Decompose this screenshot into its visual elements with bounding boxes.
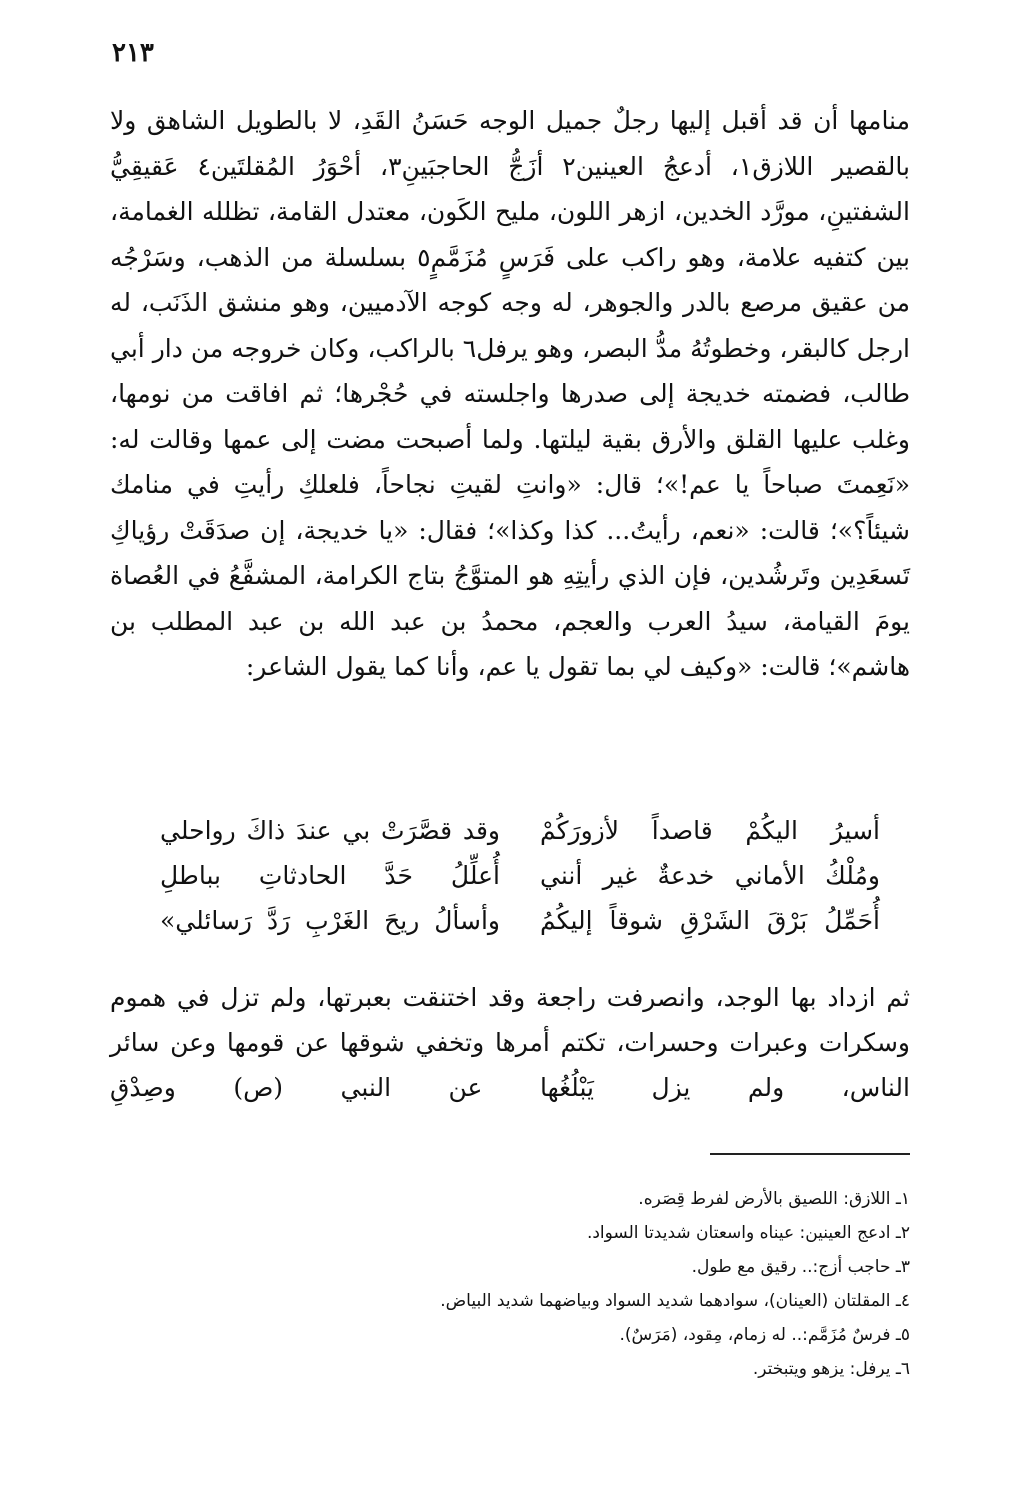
closing-paragraph <box>110 975 910 1110</box>
verse-second-hemistich: أُعلِّلُ حَدَّ الحادثاتِ بباطلِ <box>160 861 500 890</box>
footnote-item: ٦ـ يرفل: يزهو ويتبختر. <box>752 1359 910 1379</box>
footnote-item: ٤ـ المقلتان (العينان)، سوادهما شديد السواد وبياضهما شديد البياض. <box>440 1291 910 1311</box>
footnote-divider <box>710 1153 910 1155</box>
poem-verse <box>160 853 880 898</box>
verse-first-hemistich: ومُلْكُ الأماني خدعةٌ غير أنني <box>540 861 880 890</box>
footnote-item: ١ـ اللازق: اللصيق بالأرض لفرط قِصَره. <box>638 1189 910 1209</box>
poem-verse <box>160 808 880 853</box>
verse-first-hemistich: أسيرُ اليكُمْ قاصداً لأزورَكُمْ <box>540 816 880 845</box>
poem <box>160 808 880 943</box>
footnotes-list <box>300 1182 910 1386</box>
page-number: ٢١٣ <box>112 38 154 68</box>
main-paragraph <box>110 98 910 690</box>
verse-second-hemistich: وأسألُ ريحَ الغَرْبِ رَدَّ رَسائلي» <box>160 906 500 935</box>
footnote-item: ٣ـ حاجب أزج:.. رقيق مع طول. <box>691 1257 910 1277</box>
footnote-item: ٢ـ ادعج العينين: عيناه واسعتان شديدتا السواد. <box>586 1223 910 1243</box>
main-paragraph-text: منامها أن قد أقبل إليها رجلٌ جميل الوجه حَسَنُ القَدِ، لا بالطويل الشاهق ولا بالقصير اللازق١، أدعجُ العينين٢ أزَجُّ الحاجبَينِ٣، أحْوَرُ المُقلتَين٤ عَقيقِيُّ الشفتينِ، مورَّد الخدين، ازهر اللون، مليح الكَون، معتدل القامة، تظلله الغمامة، بين كتفيه علامة، وهو راكب على فَرَسٍ مُزَمَّمٍ٥ بسلسلة من الذهب، وسَرْجُه من عقيق مرصع بالدر والجوهر، له وجه كوجه الآدميين، وهو منشق الذَنَب، له ارجل كالبقر، وخطوتُهُ مدُّ البصر، وهو يرفل٦ بالراكب، وكان خروجه من دار أبي طالب، فضمته خديجة إلى صدرها واجلسته في حُجْرها؛ ثم افاقت من نومها، وغلب عليها القلق والأرق بقية ليلتها. ولما أصبحت مضت إلى عمها وقالت له: «نَعِمتَ صباحاً يا عم!»؛ قال: «وانتِ لقيتِ نجاحاً، فلعلكِ رأيتِ في منامك شيئاً؟»؛ قالت: «نعم، رأيتُ... كذا وكذا»؛ فقال: «يا خديجة، إن صدَقَتْ رؤياكِ تَسعَدِين وتَرشُدين، فإن الذي رأيتِهِ هو المتوَّجُ بتاج الكرامة، المشفَّعُ في العُصاة يومَ القيامة، سيدُ العرب والعجم، محمدُ بن عبد الله بن عبد المطلب بن هاشم»؛ قالت: «وكيف لي بما تقول يا عم، وأنا كما يقول الشاعر: <box>110 106 911 681</box>
footnote-item: ٥ـ فرسٌ مُزَمَّم:.. له زمام، مِقود، (مَرَسٌ). <box>619 1325 910 1345</box>
poem-verse <box>160 898 880 943</box>
verse-first-hemistich: أُحَمِّلُ بَرْقَ الشَرْقِ شوقاً إليكُمُ <box>540 906 880 935</box>
closing-paragraph-text: ثم ازداد بها الوجد، وانصرفت راجعة وقد اختنقت بعبرتها، ولم تزل في هموم وسكرات وعبرات وحسرات، تكتم أمرها وتخفي شوقها عن قومها وعن سائر الناس، ولم يزل يَبْلُغُها عن النبي (ص) وصِدْقِ <box>110 983 910 1102</box>
verse-second-hemistich: وقد قصَّرَتْ بي عندَ ذاكَ رواحلي <box>160 816 500 845</box>
